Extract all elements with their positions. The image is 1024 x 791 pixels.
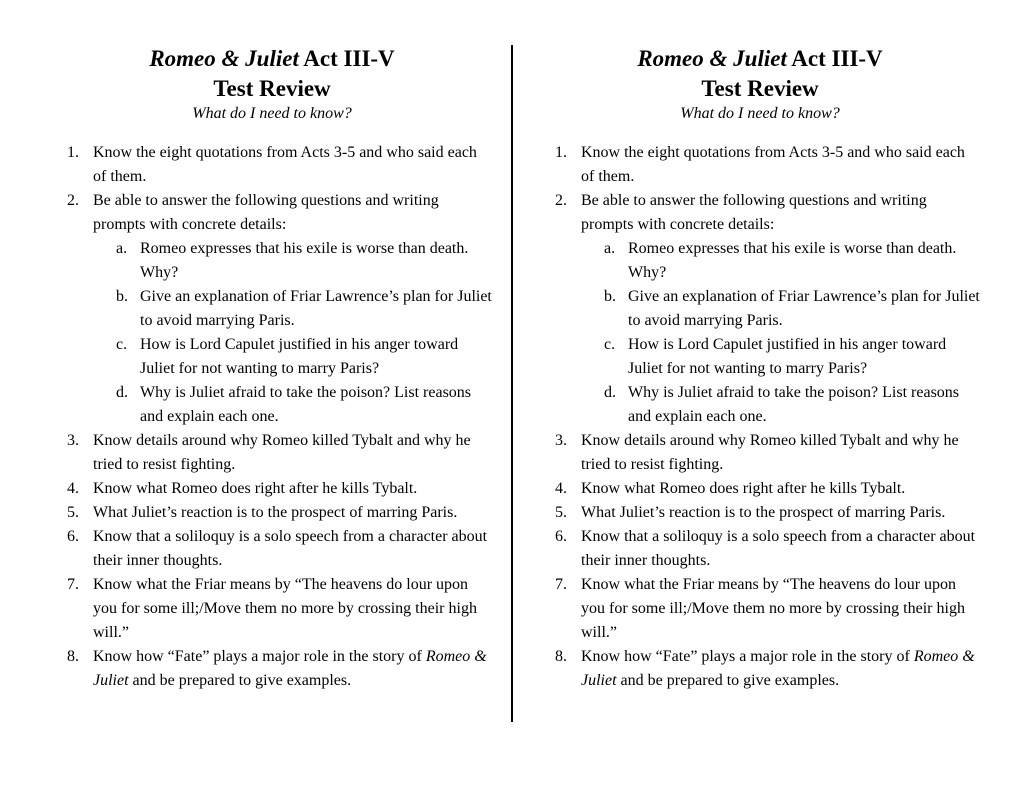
item-number: 6. bbox=[67, 528, 79, 545]
item-number: 3. bbox=[555, 432, 567, 449]
list-item bbox=[540, 189, 980, 429]
page-title bbox=[52, 44, 492, 74]
list-item bbox=[540, 573, 980, 645]
play-title: Romeo & Juliet bbox=[149, 46, 299, 71]
item-text-end: and be prepared to give examples. bbox=[128, 672, 352, 689]
sub-item-text: Why is Juliet afraid to take the poison? List reasons and explain each one. bbox=[628, 384, 960, 425]
item-number: 8. bbox=[67, 648, 79, 665]
page-subtitle: What do I need to know? bbox=[192, 105, 352, 122]
list-item bbox=[540, 141, 980, 189]
sub-item-letter: d. bbox=[116, 384, 128, 401]
sub-list-item bbox=[93, 285, 492, 333]
item-text-play-title: Romeo & Juliet bbox=[581, 648, 975, 689]
item-text: What Juliet’s reaction is to the prospect of marring Paris. bbox=[581, 504, 946, 521]
item-text: Know that a soliloquy is a solo speech from a character about their inner thoughts. bbox=[93, 528, 488, 569]
sub-item-text: Romeo expresses that his exile is worse than death. Why? bbox=[628, 240, 957, 281]
sub-item-letter: b. bbox=[604, 288, 616, 305]
item-number: 7. bbox=[555, 576, 567, 593]
item-text: Know details around why Romeo killed Tybalt and why he tried to resist fighting. bbox=[93, 432, 471, 473]
list-item bbox=[540, 477, 980, 501]
item-number: 1. bbox=[555, 144, 567, 161]
sub-item-letter: b. bbox=[116, 288, 128, 305]
page-title bbox=[540, 44, 980, 74]
item-text: Know what Romeo does right after he kills Tybalt. bbox=[93, 480, 418, 497]
item-text: Know the eight quotations from Acts 3-5 and who said each of them. bbox=[93, 144, 477, 185]
sub-item-letter: a. bbox=[604, 240, 616, 257]
list-item bbox=[52, 645, 492, 693]
item-number: 3. bbox=[67, 432, 79, 449]
sub-list-item bbox=[93, 381, 492, 429]
list-item bbox=[52, 477, 492, 501]
sub-list-item bbox=[581, 285, 980, 333]
item-text: Know the eight quotations from Acts 3-5 and who said each of them. bbox=[581, 144, 965, 185]
sub-item-text: Give an explanation of Friar Lawrence’s plan for Juliet to avoid marrying Paris. bbox=[140, 288, 492, 329]
play-title: Romeo & Juliet bbox=[637, 46, 787, 71]
item-number: 6. bbox=[555, 528, 567, 545]
list-item bbox=[52, 429, 492, 477]
item-text: Know details around why Romeo killed Tybalt and why he tried to resist fighting. bbox=[581, 432, 959, 473]
review-sheet-right bbox=[540, 44, 980, 693]
sub-list-item bbox=[581, 237, 980, 285]
item-number: 5. bbox=[67, 504, 79, 521]
item-text: Be able to answer the following questions and writing prompts with concrete details: bbox=[581, 192, 927, 233]
list-item bbox=[52, 573, 492, 645]
list-item bbox=[540, 525, 980, 573]
title-act: Act III-V bbox=[786, 46, 883, 71]
item-number: 8. bbox=[555, 648, 567, 665]
sub-list bbox=[93, 237, 492, 429]
sub-list bbox=[581, 237, 980, 429]
list-item bbox=[540, 501, 980, 525]
sub-item-text: Give an explanation of Friar Lawrence’s plan for Juliet to avoid marrying Paris. bbox=[628, 288, 980, 329]
sub-list-item bbox=[93, 333, 492, 381]
sub-list-item bbox=[581, 333, 980, 381]
item-text: Know what the Friar means by “The heavens do lour upon you for some ill;/Move them no more by crossing their high will.” bbox=[581, 576, 965, 641]
review-list bbox=[52, 141, 492, 693]
list-item bbox=[52, 141, 492, 189]
item-text: Know what Romeo does right after he kills Tybalt. bbox=[581, 480, 906, 497]
sub-item-letter: a. bbox=[116, 240, 128, 257]
item-text: Be able to answer the following questions and writing prompts with concrete details: bbox=[93, 192, 439, 233]
sub-item-text: How is Lord Capulet justified in his anger toward Juliet for not wanting to marry Paris? bbox=[140, 336, 459, 377]
page-title-line2: Test Review bbox=[213, 76, 331, 101]
list-item bbox=[52, 501, 492, 525]
item-number: 5. bbox=[555, 504, 567, 521]
list-item bbox=[52, 189, 492, 429]
sub-item-text: Why is Juliet afraid to take the poison? List reasons and explain each one. bbox=[140, 384, 472, 425]
sub-list-item bbox=[93, 237, 492, 285]
item-text: Know that a soliloquy is a solo speech from a character about their inner thoughts. bbox=[581, 528, 976, 569]
item-number: 4. bbox=[67, 480, 79, 497]
item-number: 2. bbox=[67, 192, 79, 209]
item-number: 4. bbox=[555, 480, 567, 497]
list-item bbox=[540, 429, 980, 477]
item-number: 7. bbox=[67, 576, 79, 593]
review-list bbox=[540, 141, 980, 693]
sub-item-letter: c. bbox=[604, 336, 616, 353]
list-item bbox=[540, 645, 980, 693]
list-item bbox=[52, 525, 492, 573]
page-subtitle: What do I need to know? bbox=[680, 105, 840, 122]
item-number: 2. bbox=[555, 192, 567, 209]
sub-item-letter: d. bbox=[604, 384, 616, 401]
item-text-start: Know how “Fate” plays a major role in the story of bbox=[93, 648, 426, 665]
sub-item-text: How is Lord Capulet justified in his anger toward Juliet for not wanting to marry Paris? bbox=[628, 336, 947, 377]
item-text-end: and be prepared to give examples. bbox=[616, 672, 840, 689]
review-sheet-left bbox=[52, 44, 492, 693]
item-text-play-title: Romeo & Juliet bbox=[93, 648, 487, 689]
sub-item-letter: c. bbox=[116, 336, 128, 353]
column-divider bbox=[511, 45, 513, 722]
item-number: 1. bbox=[67, 144, 79, 161]
page-title-line2: Test Review bbox=[701, 76, 819, 101]
item-text: Know what the Friar means by “The heavens do lour upon you for some ill;/Move them no more by crossing their high will.” bbox=[93, 576, 477, 641]
item-text-start: Know how “Fate” plays a major role in the story of bbox=[581, 648, 914, 665]
title-act: Act III-V bbox=[298, 46, 395, 71]
item-text: What Juliet’s reaction is to the prospect of marring Paris. bbox=[93, 504, 458, 521]
sub-list-item bbox=[581, 381, 980, 429]
sub-item-text: Romeo expresses that his exile is worse than death. Why? bbox=[140, 240, 469, 281]
